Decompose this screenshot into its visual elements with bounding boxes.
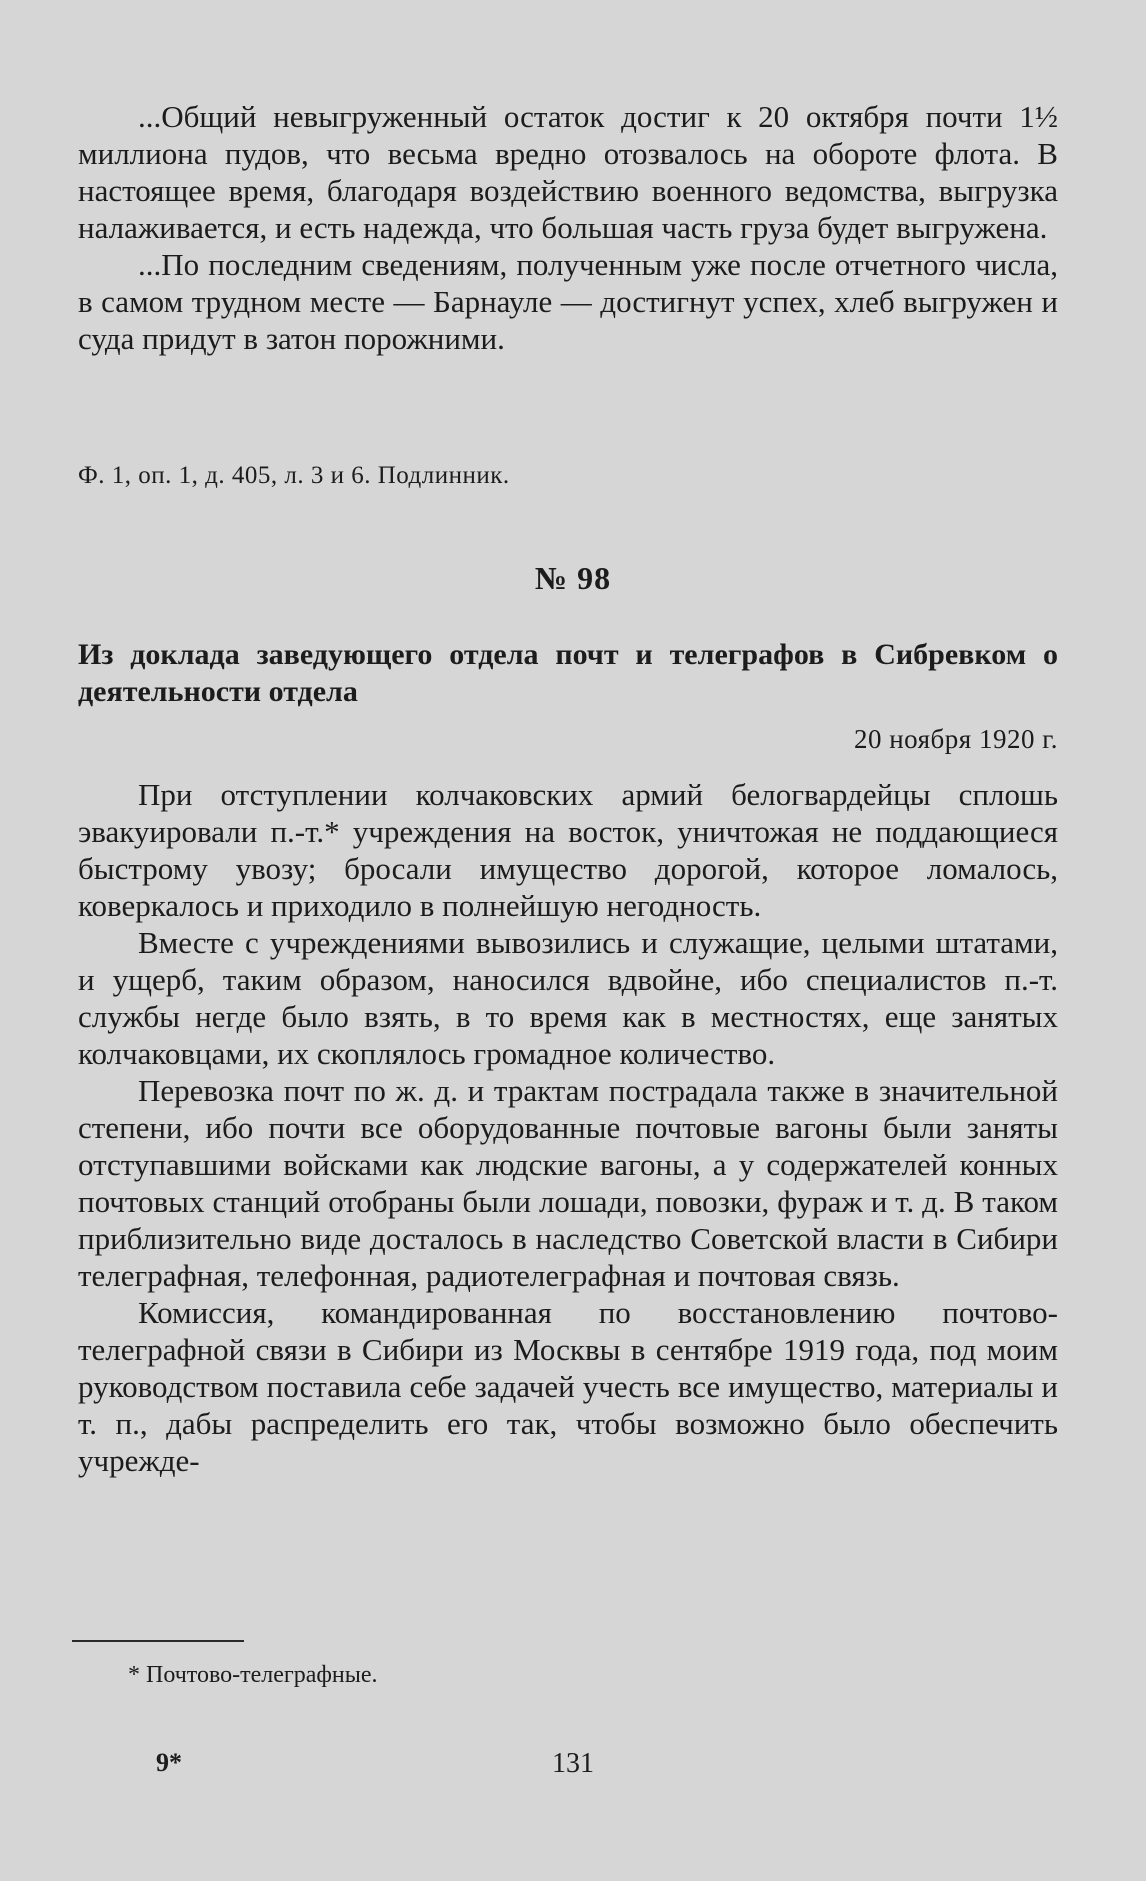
footnote-divider xyxy=(72,1640,244,1642)
paragraph: При отступлении колчаковских армий белогвардейцы сплошь эвакуировали п.-т.* учреждения на восток, уничтожая не поддающиеся быстрому увозу; бросали имущество дорогой, которое ломалось, коверкалось и приходило в полнейшую негодность. xyxy=(78,777,1058,923)
paragraph: ...Общий невыгруженный остаток достиг к 20 октября почти 1½ миллиона пудов, что весьма вредно отозвалось на обороте флота. В настоящее время, благодаря воздействию военного ведомства, выгрузка налаживается, и есть надежда, что большая часть груза будет выгружена. xyxy=(78,99,1058,245)
paragraph: Перевозка почт по ж. д. и трактам пострадала также в значительной степени, ибо почти все оборудованные почтовые вагоны были заняты отступавшими войсками как людские вагоны, а у содержателей конных почтовых станций отобраны были лошади, повозки, фураж и т. д. В таком приблизительно виде досталось в наследство Советской власти в Сибири телеграфная, телефонная, радиотелеграфная и почтовая связь. xyxy=(78,1073,1058,1293)
archive-source-note: Ф. 1, оп. 1, д. 405, л. 3 и 6. Подлинник. xyxy=(78,462,510,489)
paragraph: Вместе с учреждениями вывозились и служащие, целыми штатами, и ущерб, таким образом, наносился вдвойне, ибо специалистов п.-т. службы негде было взять, в то время как в местностях, еще занятых колчаковцами, их скоплялось громадное количество. xyxy=(78,925,1058,1071)
paragraph: ...По последним сведениям, полученным уже после отчетного числа, в самом трудном месте — Барнауле — достигнут успех, хлеб выгружен и суда придут в затон порожними. xyxy=(78,247,1058,356)
signature-mark: 9* xyxy=(156,1748,182,1777)
page-number: 131 xyxy=(552,1748,594,1779)
document-date: 20 ноября 1920 г. xyxy=(853,724,1058,754)
document-number: № 98 xyxy=(534,560,612,596)
document-heading: Из доклада заведующего отдела почт и телеграфов в Сибревком о деятельности отдела xyxy=(78,638,1058,708)
document-body xyxy=(78,776,1058,1479)
paragraph: Комиссия, командированная по восстановлению почтово-телеграфной связи в Сибири из Москвы в сентябре 1919 года, под моим руководством поставила себе задачей учесть все имущество, материалы и т. п., дабы распределить его так, чтобы возможно было обеспечить учрежде- xyxy=(78,1295,1058,1478)
footnote: * Почтово-телеграфные. xyxy=(128,1662,378,1688)
previous-document-tail xyxy=(78,98,1058,357)
